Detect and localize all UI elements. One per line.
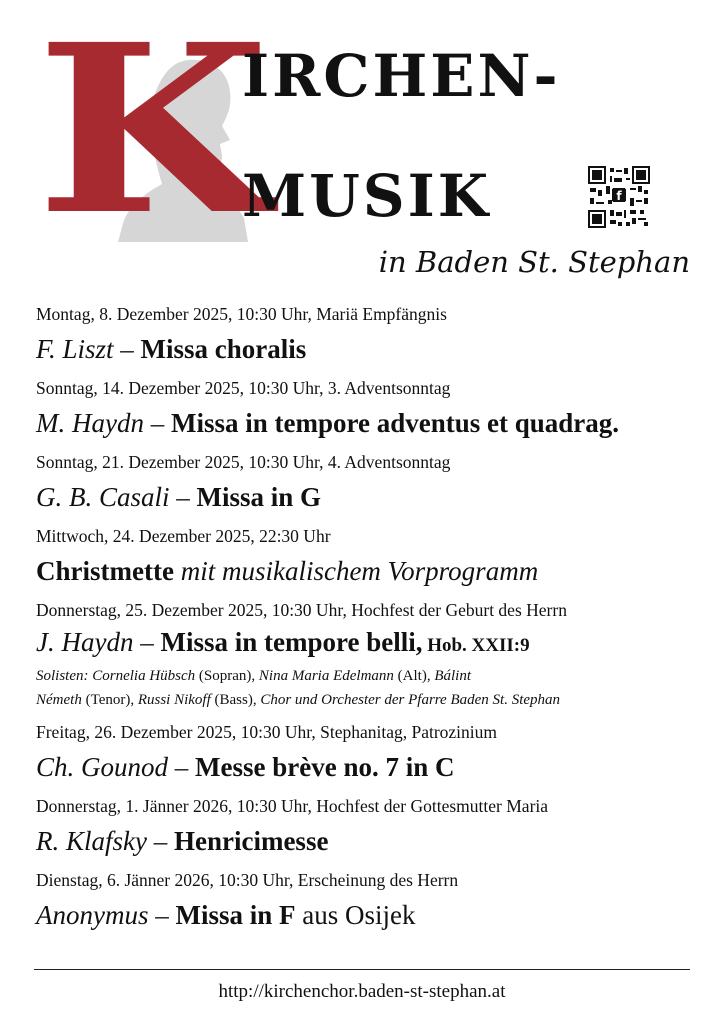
work-title: Messe brève no. 7 in C [195, 752, 455, 782]
soloists-prefix: Solisten: [36, 668, 93, 684]
soloists [36, 664, 706, 712]
composer: M. Haydn [36, 408, 151, 438]
work-title: Henricimesse [173, 826, 329, 856]
event-item [36, 448, 706, 518]
event-date: Mittwoch, 24. Dezember 2025, 22:30 Uhr [36, 526, 331, 546]
work-title: Christmette [36, 556, 174, 586]
event-date: Donnerstag, 1. Jänner 2026, 10:30 Uhr, Hochfest der Gottesmutter Maria [36, 796, 549, 816]
composer: F. Liszt [36, 334, 121, 364]
event-work [36, 624, 706, 664]
event-work [36, 328, 706, 370]
soloist-name: Nina Maria Edelmann [258, 668, 394, 684]
work-title-suffix: aus Osijek [295, 900, 416, 930]
work-title: Missa in F [175, 900, 296, 930]
event-work [36, 476, 706, 518]
title-line-2: MUSIK [242, 162, 492, 230]
event-item [36, 792, 706, 862]
composer: Ch. Gounod [36, 752, 169, 782]
soloist-role: (Sopran), [195, 668, 259, 684]
soloist-role: (Tenor), [81, 692, 138, 708]
event-work [36, 402, 706, 444]
footer-divider [34, 969, 690, 970]
event-item [36, 718, 706, 788]
work-title: Missa choralis [140, 334, 307, 364]
event-item [36, 866, 706, 936]
event-work [36, 746, 706, 788]
event-date: Donnerstag, 25. Dezember 2025, 10:30 Uhr, Hochfest der Geburt des Herrn [36, 600, 567, 620]
event-date: Sonntag, 21. Dezember 2025, 10:30 Uhr, 4. Adventsonntag [36, 452, 451, 472]
separator: – [169, 482, 197, 512]
separator: – [150, 408, 171, 438]
title-line-1: IRCHEN- [242, 42, 561, 110]
separator: – [148, 900, 176, 930]
soloist-name: Németh [36, 692, 82, 708]
event-work [36, 820, 706, 862]
event-date: Sonntag, 14. Dezember 2025, 10:30 Uhr, 3. Adventsonntag [36, 378, 451, 398]
work-title-suffix: mit musikalischem Vorprogramm [173, 556, 539, 586]
separator: – [146, 826, 174, 856]
work-title: Missa in tempore belli, [160, 627, 423, 657]
event-list [36, 300, 706, 940]
ensemble: Chor und Orchester der Pfarre Baden St. Stephan [260, 692, 561, 708]
event-item [36, 300, 706, 370]
svg-text:f: f [616, 189, 622, 203]
event-item [36, 596, 706, 712]
catalog-number: Hob. XXII:9 [422, 635, 530, 656]
event-date: Freitag, 26. Dezember 2025, 10:30 Uhr, Stephanitag, Patrozinium [36, 722, 498, 742]
soloist-name: Cornelia Hübsch [92, 668, 196, 684]
composer: Anonymus [36, 900, 149, 930]
separator: – [133, 627, 161, 657]
initial-letter: K [36, 0, 270, 266]
header [0, 0, 724, 290]
event-item [36, 522, 706, 592]
subtitle: in Baden St. Stephan [378, 245, 690, 279]
event-work [36, 894, 706, 936]
work-title: Missa in tempore adventus et quadrag. [170, 408, 620, 438]
separator: – [168, 752, 196, 782]
soloist-role: (Bass), [210, 692, 261, 708]
composer: J. Haydn [36, 627, 134, 657]
event-date: Dienstag, 6. Jänner 2026, 10:30 Uhr, Erscheinung des Herrn [36, 870, 459, 890]
soloist-name: Bálint [434, 668, 472, 684]
composer: G. B. Casali [36, 482, 170, 512]
soloist-name: Russi Nikoff [137, 692, 211, 708]
qr-code-icon[interactable] [588, 166, 650, 228]
work-title: Missa in G [196, 482, 322, 512]
event-work [36, 550, 706, 592]
composer: R. Klafsky [36, 826, 147, 856]
separator: – [120, 334, 141, 364]
event-date: Montag, 8. Dezember 2025, 10:30 Uhr, Mariä Empfängnis [36, 304, 447, 324]
event-item [36, 374, 706, 444]
soloist-role: (Alt), [393, 668, 435, 684]
footer-link[interactable]: http://kirchenchor.baden-st-stephan.at [218, 981, 506, 1002]
